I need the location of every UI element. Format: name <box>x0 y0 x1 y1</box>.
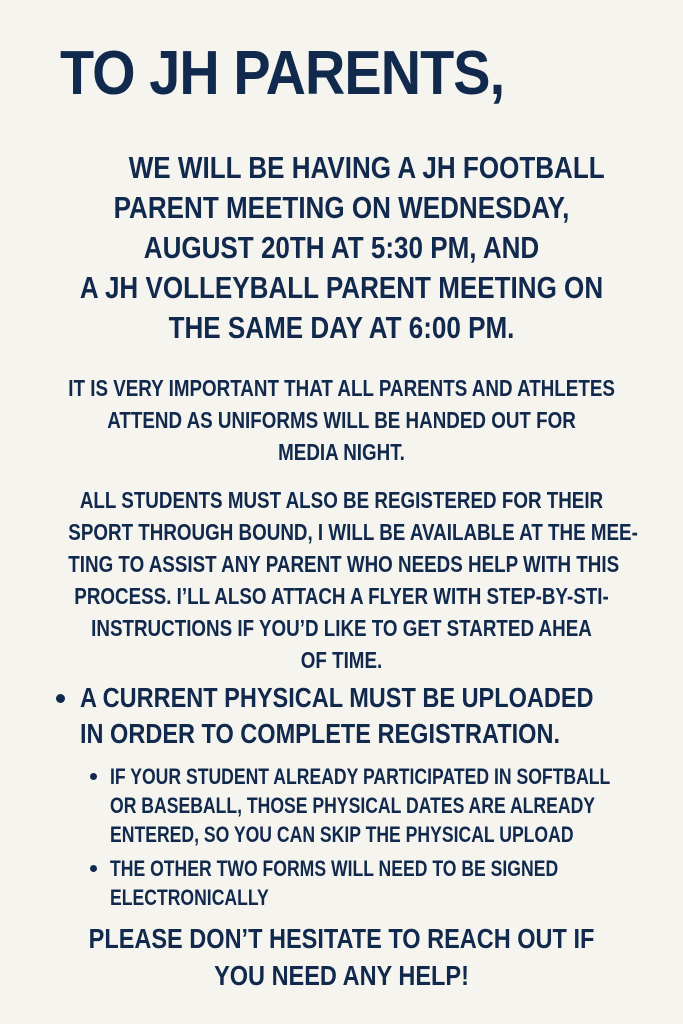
physical-bullet-line: IN ORDER TO COMPLETE REGISTRATION. <box>80 718 561 749</box>
importance-line: IT IS VERY IMPORTANT THAT ALL PARENTS AND ATHLETES <box>68 375 615 401</box>
registration-line: TING TO ASSIST ANY PARENT WHO NEEDS HELP WITH THIS <box>68 551 620 577</box>
closing-line: PLEASE DON’T HESITATE TO REACH OUT IF <box>88 923 595 954</box>
physical-bullet <box>56 680 656 752</box>
sub-bullet-forms <box>90 854 650 912</box>
announcement-line: THE SAME DAY AT 6:00 PM. <box>168 310 515 345</box>
physical-bullet-line: A CURRENT PHYSICAL MUST BE UPLOADED <box>80 682 594 713</box>
closing-message <box>0 920 683 994</box>
registration-line: PROCESS. I’LL ALSO ATTACH A FLYER WITH STEP-BY-STI- <box>74 583 609 609</box>
bullet-dot-icon <box>90 865 97 872</box>
meeting-announcement <box>0 148 683 348</box>
announcement-line: AUGUST 20TH AT 5:30 PM, AND <box>143 230 540 265</box>
announcement-line: WE WILL BE HAVING A JH FOOTBALL <box>128 150 605 185</box>
sub-bullet-line: ELECTRONICALLY <box>110 885 269 910</box>
page-title: TO JH PARENTS, <box>60 39 505 108</box>
registration-line: OF TIME. <box>300 647 383 673</box>
announcement-line: A JH VOLLEYBALL PARENT MEETING ON <box>79 270 604 305</box>
registration-paragraph <box>0 484 683 676</box>
bullet-dot-icon <box>90 773 97 780</box>
registration-line: SPORT THROUGH BOUND, I WILL BE AVAILABLE AT THE MEE- <box>68 519 638 545</box>
closing-line: YOU NEED ANY HELP! <box>214 960 469 991</box>
sub-bullet-softball <box>90 762 650 849</box>
sub-bullet-line: THE OTHER TWO FORMS WILL NEED TO BE SIGNED <box>110 856 559 881</box>
registration-line: ALL STUDENTS MUST ALSO BE REGISTERED FOR THEIR <box>79 487 604 513</box>
sub-bullet-line: OR BASEBALL, THOSE PHYSICAL DATES ARE ALREADY <box>110 793 596 818</box>
importance-line: ATTEND AS UNIFORMS WILL BE HANDED OUT FOR <box>107 407 576 433</box>
importance-line: MEDIA NIGHT. <box>278 439 405 465</box>
announcement-line: PARENT MEETING ON WEDNESDAY, <box>113 190 570 225</box>
sub-bullet-line: IF YOUR STUDENT ALREADY PARTICIPATED IN SOFTBALL <box>110 764 611 789</box>
registration-line: INSTRUCTIONS IF YOU’D LIKE TO GET STARTED AHEA <box>91 615 592 641</box>
importance-paragraph <box>0 372 683 468</box>
sub-bullet-line: ENTERED, SO YOU CAN SKIP THE PHYSICAL UPLOAD <box>110 822 574 847</box>
bullet-dot-icon <box>56 694 65 703</box>
